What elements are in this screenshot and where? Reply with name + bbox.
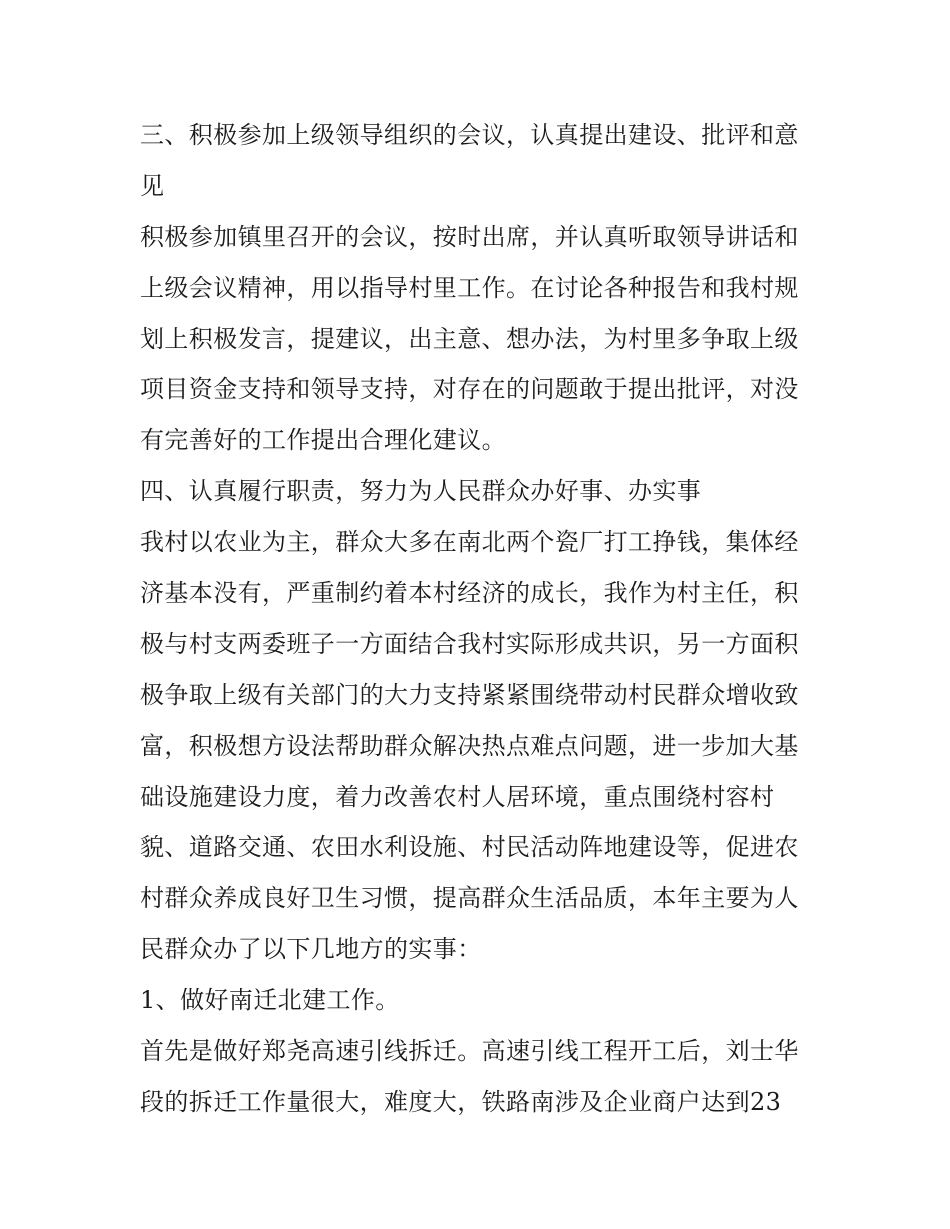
paragraph-line: 极与村支两委班子一方面结合我村实际形成共识，另一方面积 bbox=[140, 629, 799, 658]
paragraph-line: 上级会议精神，用以指导村里工作。在讨论各种报告和我村规 bbox=[140, 273, 799, 302]
paragraph-line: 划上积极发言，提建议，出主意、想办法，为村里多争取上级 bbox=[140, 324, 799, 353]
paragraph-line: 础设施建设力度，着力改善农村人居环境，重点围绕村容村 bbox=[140, 782, 775, 811]
section-heading-3-cont: 见 bbox=[140, 171, 165, 200]
paragraph-line: 民群众办了以下几地方的实事： bbox=[140, 935, 482, 964]
section-heading-3: 三、积极参加上级领导组织的会议，认真提出建设、批评和意 bbox=[140, 121, 799, 149]
document-body bbox=[140, 110, 820, 1128]
paragraph-line: 村群众养成良好卫生习惯，提高群众生活品质，本年主要为人 bbox=[140, 884, 799, 913]
paragraph-line: 富，积极想方设法帮助群众解决热点难点问题，进一步加大基 bbox=[140, 731, 799, 760]
section-heading-4: 四、认真履行职责，努力为人民群众办好事、办实事 bbox=[140, 477, 702, 506]
paragraph-line: 济基本没有，严重制约着本村经济的成长，我作为村主任，积 bbox=[140, 579, 799, 608]
paragraph-line: 有完善好的工作提出合理化建议。 bbox=[140, 426, 506, 455]
paragraph-line: 项目资金支持和领导支持，对存在的问题敢于提出批评，对没 bbox=[140, 375, 799, 404]
subsection-heading-1: 1、做好南迁北建工作。 bbox=[140, 986, 400, 1015]
paragraph-line: 极争取上级有关部门的大力支持紧紧围绕带动村民群众增收致 bbox=[140, 680, 799, 709]
paragraph-line: 积极参加镇里召开的会议，按时出席，并认真听取领导讲话和 bbox=[140, 222, 799, 251]
paragraph-line: 段的拆迁工作量很大，难度大，铁路南涉及企业商户达到23 bbox=[140, 1087, 782, 1116]
paragraph-line: 我村以农业为主，群众大多在南北两个瓷厂打工挣钱，集体经 bbox=[140, 528, 799, 557]
paragraph-line: 貌、道路交通、农田水利设施、村民活动阵地建设等，促进农 bbox=[140, 833, 799, 862]
paragraph-line: 首先是做好郑尧高速引线拆迁。高速引线工程开工后，刘士华 bbox=[140, 1037, 799, 1066]
